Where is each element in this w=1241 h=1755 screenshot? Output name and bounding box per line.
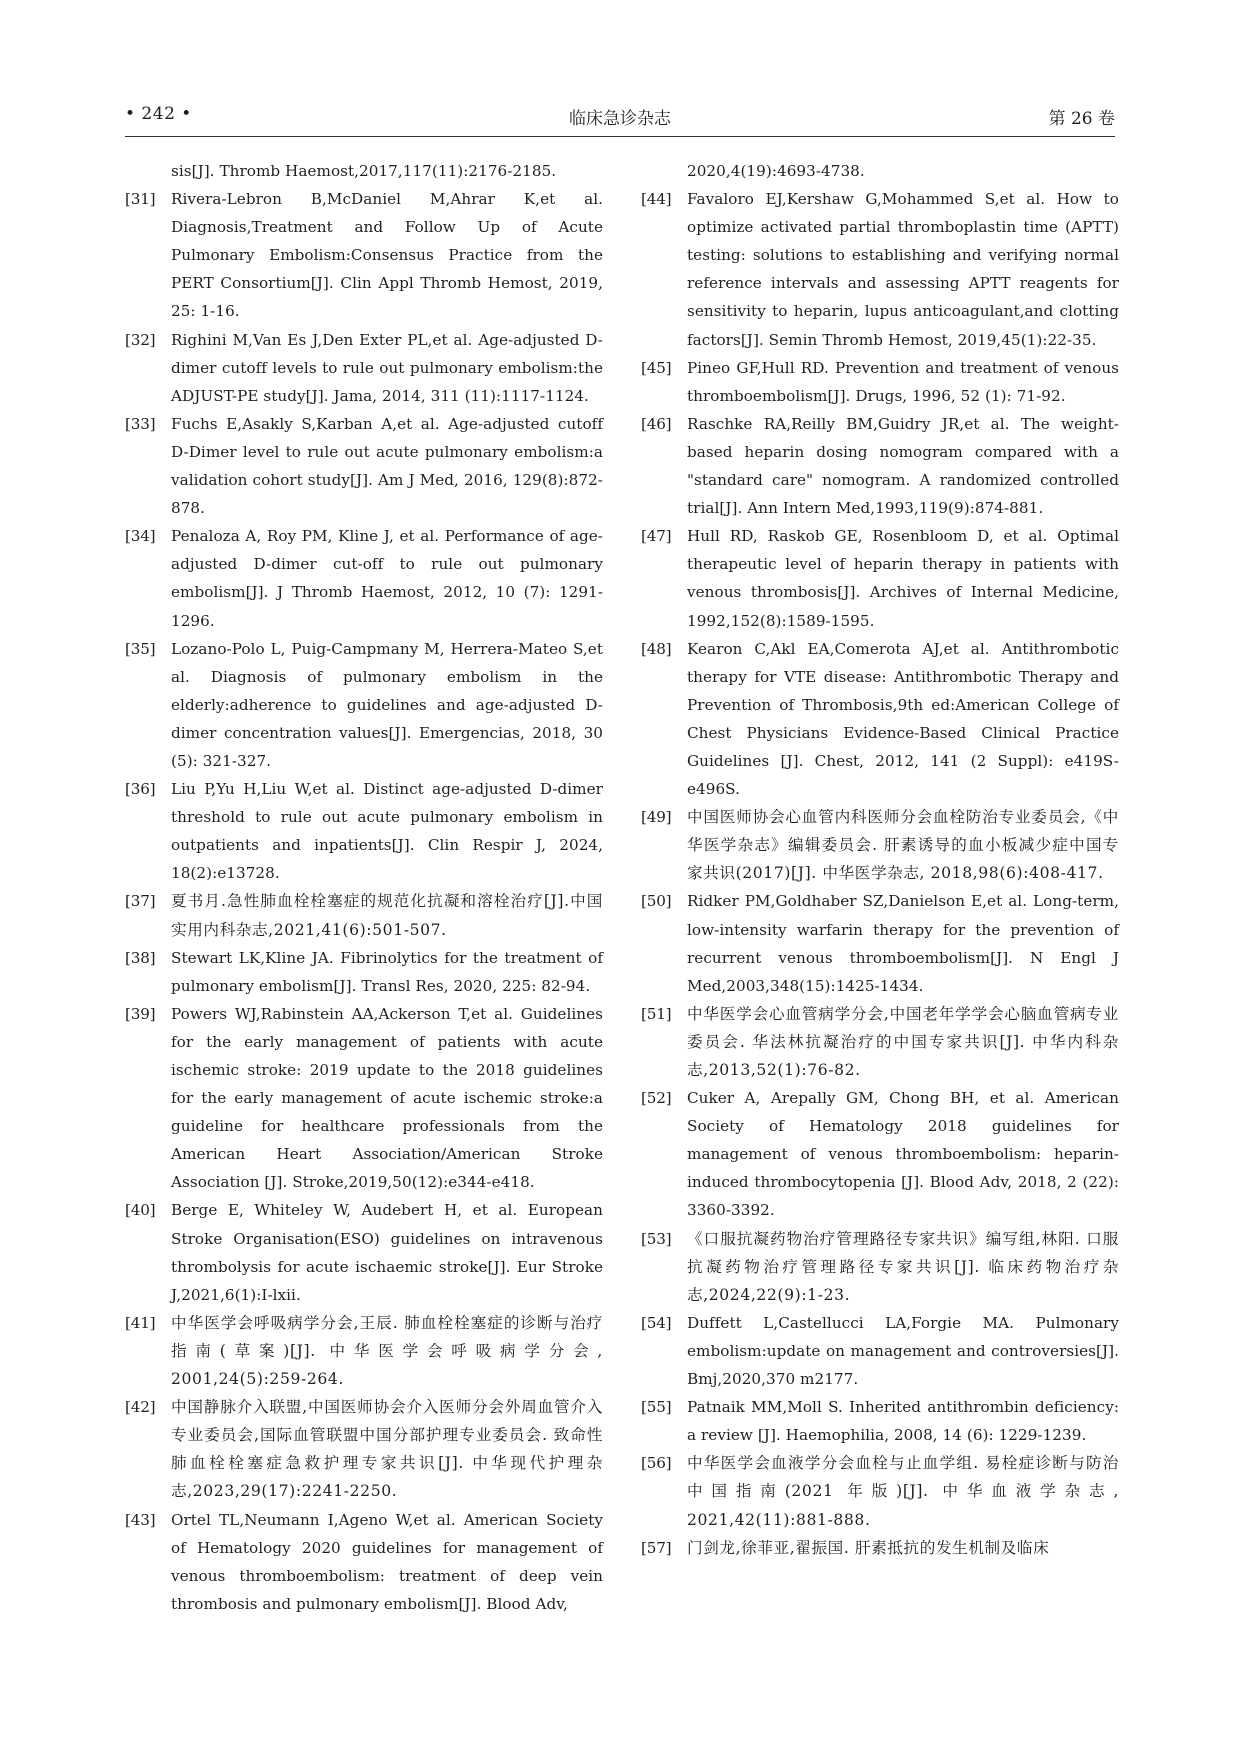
reference-43 [125,1506,603,1618]
reference-number: [55] [641,1398,672,1417]
reference-44 [641,185,1119,354]
reference-text: 中国医师协会心血管内科医师分会血栓防治专业委员会,《中华医学杂志》编辑委员会. 肝素诱导的血小板减少症中国专家共识(2017)[J]. 中华医学杂志, 2018,98(6):408-417. [687,808,1119,883]
reference-number: [50] [641,892,672,911]
journal-title: 临床急诊杂志 [569,109,671,129]
reference-33 [125,410,603,522]
reference-number: [51] [641,1004,672,1023]
reference-number: [43] [125,1510,156,1529]
reference-50 [641,887,1119,999]
reference-text: Cuker A, Arepally GM, Chong BH, et al. American Society of Hematology 2018 guidelines for management of venous thromboembolism: heparin-induced thrombocytopenia [J]. Blood Adv, 2018, 2 (22): 3360-3392. [687,1089,1119,1220]
reference-text: Powers WJ,Rabinstein AA,Ackerson T,et al. Guidelines for the early management of patients with acute ischemic stroke: 2019 update to the 2018 guidelines for the early management of acute ischemic stroke:a guideline for healthcare professionals from the American Heart Association/American Stroke Association [J]. Stroke,2019,50(12):e344-e418. [171,1004,603,1192]
reference-number: [56] [641,1454,672,1473]
reference-55 [641,1393,1119,1449]
reference-number: [49] [641,808,672,827]
reference-number: [47] [641,527,672,546]
reference-number: [52] [641,1089,672,1108]
reference-number: [32] [125,330,156,349]
reference-text: sis[J]. Thromb Haemost,2017,117(11):2176-2185. [171,162,557,180]
reference-42 [125,1393,603,1505]
reference-number: [45] [641,358,672,377]
reference-41 [125,1309,603,1393]
page-number: • 242 • [125,104,192,124]
reference-text: Liu P,Yu H,Liu W,et al. Distinct age-adjusted D-dimer threshold to rule out acute pulmonary embolism in outpatients and inpatients[J]. Clin Respir J, 2024, 18(2):e13728. [171,780,603,883]
reference-text: Berge E, Whiteley W, Audebert H, et al. European Stroke Organisation(ESO) guidelines on intravenous thrombolysis for acute ischaemic stroke[J]. Eur Stroke J,2021,6(1):I-lxii. [171,1201,603,1304]
reference-text: Penaloza A, Roy PM, Kline J, et al. Performance of age-adjusted D-dimer cut-off to rule out pulmonary embolism[J]. J Thromb Haemost, 2012, 10 (7): 1291-1296. [171,527,603,630]
reference-31 [125,185,603,325]
reference-number: [54] [641,1313,672,1332]
reference-text: Stewart LK,Kline JA. Fibrinolytics for the treatment of pulmonary embolism[J]. Transl Res, 2020, 225: 82-94. [171,948,603,995]
reference-text: Pineo GF,Hull RD. Prevention and treatment of venous thromboembolism[J]. Drugs, 1996, 52 (1): 71-92. [687,358,1119,405]
reference-number: [38] [125,948,156,967]
reference-continuation [641,157,1119,185]
reference-number: [36] [125,780,156,799]
reference-56 [641,1449,1119,1533]
reference-number: [34] [125,527,156,546]
reference-52 [641,1084,1119,1224]
reference-text: Hull RD, Raskob GE, Rosenbloom D, et al. Optimal therapeutic level of heparin therapy in patients with venous thrombosis[J]. Archives of Internal Medicine, 1992,152(8):1589-1595. [687,527,1119,630]
reference-text: Raschke RA,Reilly BM,Guidry JR,et al. The weight-based heparin dosing nomogram compared with a "standard care" nomogram. A randomized controlled trial[J]. Ann Intern Med,1993,119(9):874-881. [687,414,1119,518]
reference-text: 夏书月.急性肺血栓栓塞症的规范化抗凝和溶栓治疗[J].中国实用内科杂志,2021,41(6):501-507. [171,892,603,939]
reference-51 [641,1000,1119,1084]
reference-text: Duffett L,Castellucci LA,Forgie MA. Pulmonary embolism:update on management and controversies[J]. Bmj,2020,370 m2177. [687,1313,1119,1389]
reference-32 [125,326,603,410]
reference-text: 《口服抗凝药物治疗管理路径专家共识》编写组,林阳. 口服抗凝药物治疗管理路径专家共识[J]. 临床药物治疗杂志,2024,22(9):1-23. [687,1229,1119,1304]
reference-49 [641,803,1119,887]
reference-text: Ridker PM,Goldhaber SZ,Danielson E,et al. Long-term, low-intensity warfarin therapy for the prevention of recurrent venous thromboembolism[J]. N Engl J Med,2003,348(15):1425-1434. [687,892,1119,995]
reference-text: 中华医学会心血管病学分会,中国老年学学会心脑血管病专业委员会. 华法林抗凝治疗的中国专家共识[J]. 中华内科杂志,2013,52(1):76-82. [687,1004,1119,1079]
reference-46 [641,410,1119,522]
running-header [125,100,1115,137]
reference-number: [41] [125,1313,156,1332]
reference-45 [641,354,1119,410]
reference-54 [641,1309,1119,1393]
reference-text: Favaloro EJ,Kershaw G,Mohammed S,et al. How to optimize activated partial thromboplastin time (APTT) testing: solutions to establishing and verifying normal reference intervals and assessing APTT reagents for sensitivity to heparin, lupus anticoagulant,and clotting factors[J]. Semin Thromb Hemost, 2019,45(1):22-35. [687,190,1119,349]
reference-number: [46] [641,414,672,433]
reference-text: Rivera-Lebron B,McDaniel M,Ahrar K,et al. Diagnosis,Treatment and Follow Up of Acute Pulmonary Embolism:Consensus Practice from the PERT Consortium[J]. Clin Appl Thromb Hemost, 2019, 25: 1-16. [171,190,603,321]
reference-text: 2020,4(19):4693-4738. [687,162,865,180]
reference-text: 中华医学会血液学分会血栓与止血学组. 易栓症诊断与防治中国指南(2021 年版)[J]. 中华血液学杂志, 2021,42(11):881-888. [687,1454,1119,1529]
reference-35 [125,635,603,775]
reference-number: [33] [125,414,156,433]
reference-39 [125,1000,603,1197]
reference-38 [125,944,603,1000]
left-column [125,157,603,1618]
reference-number: [48] [641,639,672,658]
reference-number: [31] [125,190,156,209]
reference-text: Ortel TL,Neumann I,Ageno W,et al. American Society of Hematology 2020 guidelines for management of venous thromboembolism: treatment of deep vein thrombosis and pulmonary embolism[J]. Blood Adv, [171,1510,603,1613]
reference-34 [125,522,603,634]
right-column [641,157,1119,1562]
reference-number: [35] [125,639,156,658]
reference-text: Kearon C,Akl EA,Comerota AJ,et al. Antithrombotic therapy for VTE disease: Antithrombotic Therapy and Prevention of Thrombosis,9th ed:American College of Chest Physicians Evidence-Based Clinical Practice Guidelines [J]. Chest, 2012, 141 (2 Suppl): e419S-e496S. [687,639,1119,799]
reference-text: 中华医学会呼吸病学分会,王辰. 肺血栓栓塞症的诊断与治疗指南(草案)[J]. 中华医学会呼吸病学分会, 2001,24(5):259-264. [171,1313,603,1389]
reference-37 [125,887,603,943]
reference-number: [57] [641,1538,672,1557]
reference-number: [40] [125,1201,156,1220]
reference-40 [125,1196,603,1308]
reference-number: [42] [125,1398,156,1417]
reference-53 [641,1225,1119,1309]
reference-text: 门剑龙,徐菲亚,翟振国. 肝素抵抗的发生机制及临床 [687,1538,1050,1557]
volume-label: 第 26 卷 [1048,109,1115,129]
reference-number: [53] [641,1229,672,1248]
reference-text: Lozano-Polo L, Puig-Campmany M, Herrera-Mateo S,et al. Diagnosis of pulmonary embolism in the elderly:adherence to guidelines and age-adjusted D-dimer concentration values[J]. Emergencias, 2018, 30 (5): 321-327. [171,639,603,770]
reference-47 [641,522,1119,634]
reference-number: [44] [641,190,672,209]
reference-number: [37] [125,892,156,911]
reference-36 [125,775,603,887]
reference-text: 中国静脉介入联盟,中国医师协会介入医师分会外周血管介入专业委员会,国际血管联盟中国分部护理专业委员会. 致命性肺血栓栓塞症急救护理专家共识[J]. 中华现代护理杂志,2023,29(17):2241-2250. [171,1398,603,1501]
reference-text: Patnaik MM,Moll S. Inherited antithrombin deficiency: a review [J]. Haemophilia, 2008, 14 (6): 1229-1239. [687,1398,1119,1445]
reference-continuation [125,157,603,185]
reference-text: Fuchs E,Asakly S,Karban A,et al. Age-adjusted cutoff D-Dimer level to rule out acute pulmonary embolism:a validation cohort study[J]. Am J Med, 2016, 129(8):872-878. [171,414,603,518]
reference-number: [39] [125,1004,156,1023]
reference-57 [641,1534,1119,1562]
reference-48 [641,635,1119,804]
reference-text: Righini M,Van Es J,Den Exter PL,et al. Age-adjusted D-dimer cutoff levels to rule out pulmonary embolism:the ADJUST-PE study[J]. Jama, 2014, 311 (11):1117-1124. [171,330,603,405]
